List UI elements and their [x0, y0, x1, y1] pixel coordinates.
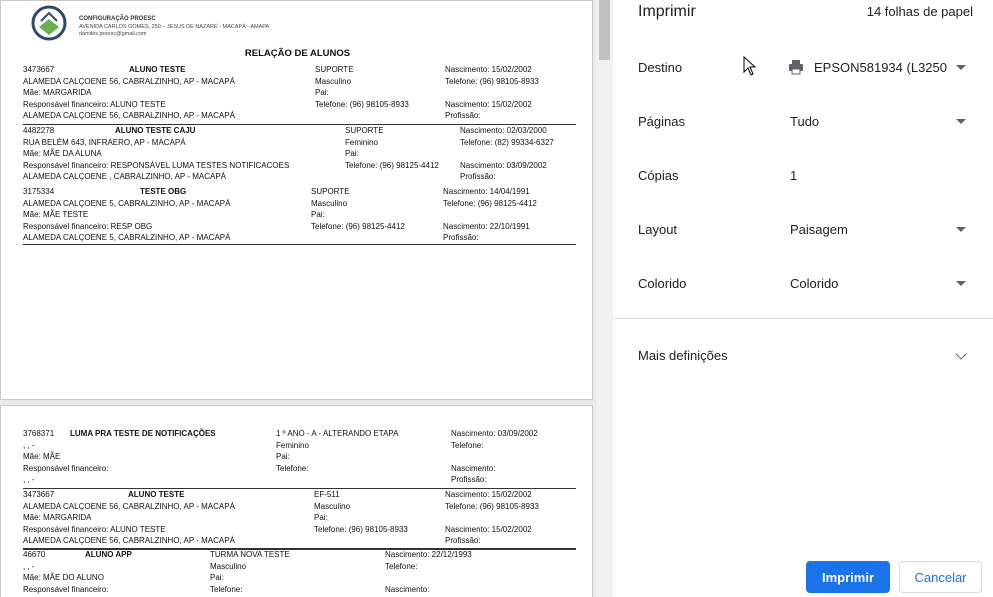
record-class: TURMA NOVA TESTE — [210, 550, 290, 559]
student-record — [23, 64, 576, 125]
layout-label: Layout — [638, 222, 678, 237]
record-id: 4482278 — [23, 126, 55, 135]
copies-label: Cópias — [638, 168, 679, 183]
record-resp-birth: Nascimento: 15/02/2002 — [445, 524, 532, 534]
record-resp-address: , , - — [23, 475, 35, 484]
copies-input[interactable]: 1 — [790, 168, 798, 183]
pages-select[interactable]: Tudo — [790, 114, 820, 129]
destination-select[interactable]: EPSON581934 (L3250 — [814, 60, 947, 75]
record-mother: Mãe: MÃE — [23, 452, 61, 461]
record-sex: Feminino — [276, 440, 309, 450]
record-father: Pai: — [311, 210, 325, 219]
record-id: 3473667 — [23, 490, 55, 499]
student-record — [23, 186, 576, 245]
record-mother: Mãe: MARGARIDA — [23, 513, 92, 522]
record-id: 3175334 — [23, 187, 55, 196]
record-name: ALUNO TESTE CAJU — [115, 126, 196, 135]
print-button[interactable]: Imprimir — [806, 561, 890, 593]
org-email: damiles.proesc@gmail.com — [79, 31, 147, 37]
record-class: EF-511 — [314, 490, 340, 499]
record-sex: Masculino — [210, 561, 247, 571]
record-responsible: Responsável financeiro: RESP OBG — [23, 221, 153, 231]
record-birth: Nascimento: 22/12/1993 — [385, 550, 472, 559]
record-resp-phone: Telefone: (96) 98125-4412 — [311, 221, 405, 231]
record-address: ALAMEDA CALÇOENE 5, CABRALZINHO, AP - MACAPÁ — [23, 198, 231, 208]
record-resp-birth: Nascimento: 15/02/2002 — [445, 99, 532, 109]
record-resp-birth: Nascimento: 22/10/1991 — [443, 221, 530, 231]
print-settings-panel — [613, 0, 993, 597]
record-birth: Nascimento: 14/04/1991 — [443, 187, 530, 196]
chevron-down-icon[interactable] — [955, 348, 966, 359]
record-resp-phone: Telefone: (96) 98105-8933 — [314, 524, 408, 534]
record-resp-phone: Telefone: — [276, 463, 309, 473]
record-responsible: Responsável financeiro: — [23, 463, 109, 473]
record-profession: Profissão: — [451, 475, 487, 484]
record-sex: Masculino — [311, 198, 348, 208]
scrollbar-thumb[interactable] — [599, 0, 610, 60]
record-address: , , - — [23, 561, 35, 571]
destination-label: Destino — [638, 60, 683, 75]
record-phone: Telefone: — [451, 440, 484, 450]
record-resp-birth: Nascimento: — [451, 463, 496, 473]
layout-select[interactable]: Paisagem — [790, 222, 848, 237]
record-name: ALUNO TESTE — [129, 65, 186, 74]
record-class: SUPORTE — [345, 126, 384, 135]
pages-label: Páginas — [638, 114, 685, 129]
record-birth: Nascimento: 15/02/2002 — [445, 490, 532, 499]
color-dropdown-icon[interactable] — [956, 281, 966, 286]
student-record — [23, 489, 576, 550]
record-sex: Masculino — [314, 501, 351, 511]
cancel-button[interactable]: Cancelar — [899, 561, 982, 593]
record-resp-birth: Nascimento: 03/09/2002 — [460, 160, 547, 170]
record-profession: Profissão: — [460, 172, 496, 181]
record-class: SUPORTE — [315, 65, 354, 74]
destination-dropdown-icon[interactable] — [956, 65, 966, 70]
school-logo-icon — [31, 5, 67, 41]
record-mother: Mãe: MÃE DA ALUNA — [23, 149, 102, 158]
record-responsible: Responsável financeiro: RESPONSÁVEL LUMA TESTES NOTIFICACOES — [23, 160, 290, 170]
mouse-cursor-icon — [743, 56, 757, 76]
record-address: ALAMEDA CALÇOENE 56, CABRALZINHO, AP - MACAPÁ — [23, 76, 235, 86]
record-sex: Feminino — [345, 137, 378, 147]
record-address: , , - — [23, 440, 35, 450]
org-address: AVENIDA CARLOS GOMES, 250 – JESUS DE NAZARÉ - MACAPÁ - AMAPA — [79, 24, 270, 30]
record-phone: Telefone: (96) 98105-8933 — [445, 76, 539, 86]
record-profession: Profissão: — [443, 233, 479, 242]
record-resp-phone: Telefone: (96) 98105-8933 — [315, 99, 409, 109]
record-mother: Mãe: MÃE DO ALUNO — [23, 573, 104, 582]
record-resp-phone: Telefone: — [210, 584, 243, 594]
print-title: Imprimir — [638, 3, 696, 20]
record-name: ALUNO APP — [85, 550, 132, 559]
record-father: Pai: — [315, 88, 329, 97]
color-label: Colorido — [638, 276, 687, 291]
student-record — [23, 428, 576, 489]
record-phone: Telefone: (96) 98105-8933 — [445, 501, 539, 511]
preview-page-1 — [0, 0, 593, 400]
record-mother: Mãe: MARGARIDA — [23, 88, 92, 97]
record-phone: Telefone: — [385, 561, 418, 571]
record-id: 3473667 — [23, 65, 55, 74]
record-class: SUPORTE — [311, 187, 350, 196]
record-birth: Nascimento: 15/02/2002 — [445, 65, 532, 74]
record-resp-address: ALAMEDA CALÇOENE 5, CABRALZINHO, AP - MACAPÁ — [23, 233, 231, 242]
layout-dropdown-icon[interactable] — [956, 227, 966, 232]
record-birth: Nascimento: 02/03/2000 — [460, 126, 547, 135]
record-resp-address: ALAMEDA CALÇOENE 56, CABRALZINHO, AP - MACAPÁ — [23, 536, 235, 545]
document-title: RELAÇÃO DE ALUNOS — [244, 48, 351, 59]
record-profession: Profissão: — [445, 111, 481, 120]
record-name: LUMA PRA TESTE DE NOTIFICAÇÕES — [70, 429, 216, 438]
record-phone: Telefone: (96) 98125-4412 — [443, 198, 537, 208]
sheet-count: 14 folhas de papel — [866, 4, 973, 19]
record-responsible: Responsável financeiro: ALUNO TESTE — [23, 99, 166, 109]
record-father: Pai: — [314, 513, 328, 522]
preview-page-2 — [0, 405, 593, 597]
record-responsible: Responsável financeiro: ALUNO TESTE — [23, 524, 166, 534]
record-father: Pai: — [276, 452, 290, 461]
record-address: ALAMEDA CALÇOENE 56, CABRALZINHO, AP - MACAPÁ — [23, 501, 235, 511]
record-resp-address: ALAMEDA CALÇOENE 56, CABRALZINHO, AP - MACAPÁ — [23, 111, 235, 120]
record-father: Pai: — [210, 573, 224, 582]
record-class: 1 º ANO - A - ALTERANDO ETAPA — [276, 429, 399, 438]
record-resp-address: ALAMEDA CALÇOENE , CABRALZINHO, AP - MACAPÁ — [23, 172, 227, 181]
more-settings-toggle[interactable]: Mais definições — [638, 348, 728, 363]
record-id: 46670 — [23, 550, 46, 559]
record-mother: Mãe: MÃE TESTE — [23, 210, 89, 219]
printer-icon — [788, 59, 804, 75]
record-responsible: Responsável financeiro: — [23, 584, 109, 594]
record-id: 3768371 — [23, 429, 55, 438]
student-record — [23, 124, 576, 185]
record-name: ALUNO TESTE — [128, 490, 185, 499]
pages-dropdown-icon[interactable] — [956, 119, 966, 124]
color-select[interactable]: Colorido — [790, 276, 839, 291]
record-birth: Nascimento: 03/09/2002 — [451, 429, 538, 438]
org-name: CONFIGURAÇÃO PROESC — [79, 16, 156, 22]
record-profession: Profissão: — [445, 536, 481, 545]
record-address: RUA BELÉM 643, INFRAERO, AP - MACAPÁ — [23, 137, 186, 147]
record-name: TESTE OBG — [140, 187, 187, 196]
preview-scrollbar[interactable] — [596, 0, 613, 597]
record-resp-phone: Telefone: (96) 98125-4412 — [345, 160, 439, 170]
record-resp-birth: Nascimento: — [385, 584, 430, 594]
record-sex: Masculino — [315, 76, 352, 86]
record-phone: Telefone: (82) 99334-6327 — [460, 137, 554, 147]
student-record — [23, 548, 576, 597]
record-father: Pai: — [345, 149, 359, 158]
settings-divider — [613, 318, 993, 319]
